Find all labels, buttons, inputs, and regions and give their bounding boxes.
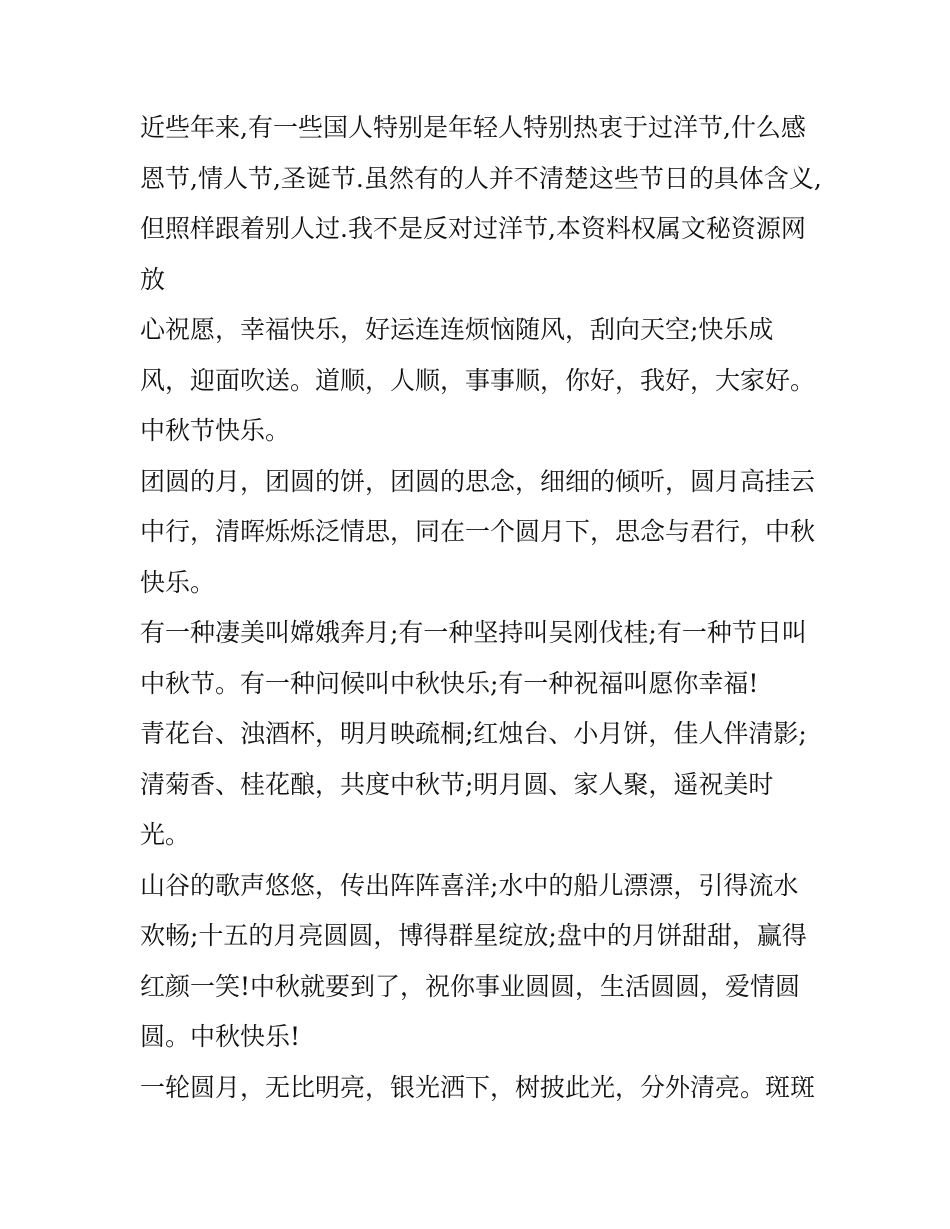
text-line: 心祝愿，幸福快乐，好运连连烦恼随风，刮向天空;快乐成	[140, 315, 774, 344]
text-line: 恩节,情人节,圣诞节.虽然有的人并不清楚这些节日的具体含义,	[140, 163, 822, 193]
text-line: 一轮圆月，无比明亮，银光洒下，树披此光，分外清亮。斑斑	[140, 1072, 816, 1102]
text-line: 有一种凄美叫嫦娥奔月;有一种坚持叫吴刚伐桂;有一种节日叫	[140, 618, 807, 647]
text-line: 放	[140, 264, 166, 294]
text-line: 光。	[140, 820, 191, 849]
text-line: 快乐。	[140, 567, 216, 597]
text-line: 风，迎面吹送。道顺，人顺，事事顺，你好，我好，大家好。	[140, 365, 816, 395]
text-line: 清菊香、桂花酿，共度中秋节;明月圆、家人聚，遥祝美时	[140, 769, 774, 799]
text-line: 中秋节。有一种问候叫中秋快乐;有一种祝福叫愿你幸福!	[140, 668, 759, 698]
text-line: 团圆的月，团圆的饼，团圆的思念，细细的倾听，圆月高挂云	[140, 466, 816, 496]
text-line: 中秋节快乐。	[140, 416, 291, 445]
text-line: 红颜一笑!中秋就要到了，祝你事业圆圆，生活圆圆，爱情圆	[140, 971, 801, 1001]
text-line: 圆。中秋快乐!	[140, 1022, 301, 1051]
text-line: 青花台、浊酒杯，明月映疏桐;红烛台、小月饼，佳人伴清影;	[140, 719, 807, 748]
text-line: 但照样跟着别人过.我不是反对过洋节,本资料权属文秘资源网	[140, 214, 806, 243]
text-line: 近些年来,有一些国人特别是年轻人特别热衷于过洋节,什么感	[140, 113, 806, 142]
text-line: 山谷的歌声悠悠，传出阵阵喜洋;水中的船儿漂漂，引得流水	[140, 870, 799, 900]
text-line: 中行，清晖烁烁泛情思，同在一个圆月下，思念与君行，中秋	[140, 517, 816, 546]
text-line: 欢畅;十五的月亮圆圆，博得群星绽放;盘中的月饼甜甜，赢得	[140, 921, 807, 950]
document-body	[140, 103, 830, 1113]
